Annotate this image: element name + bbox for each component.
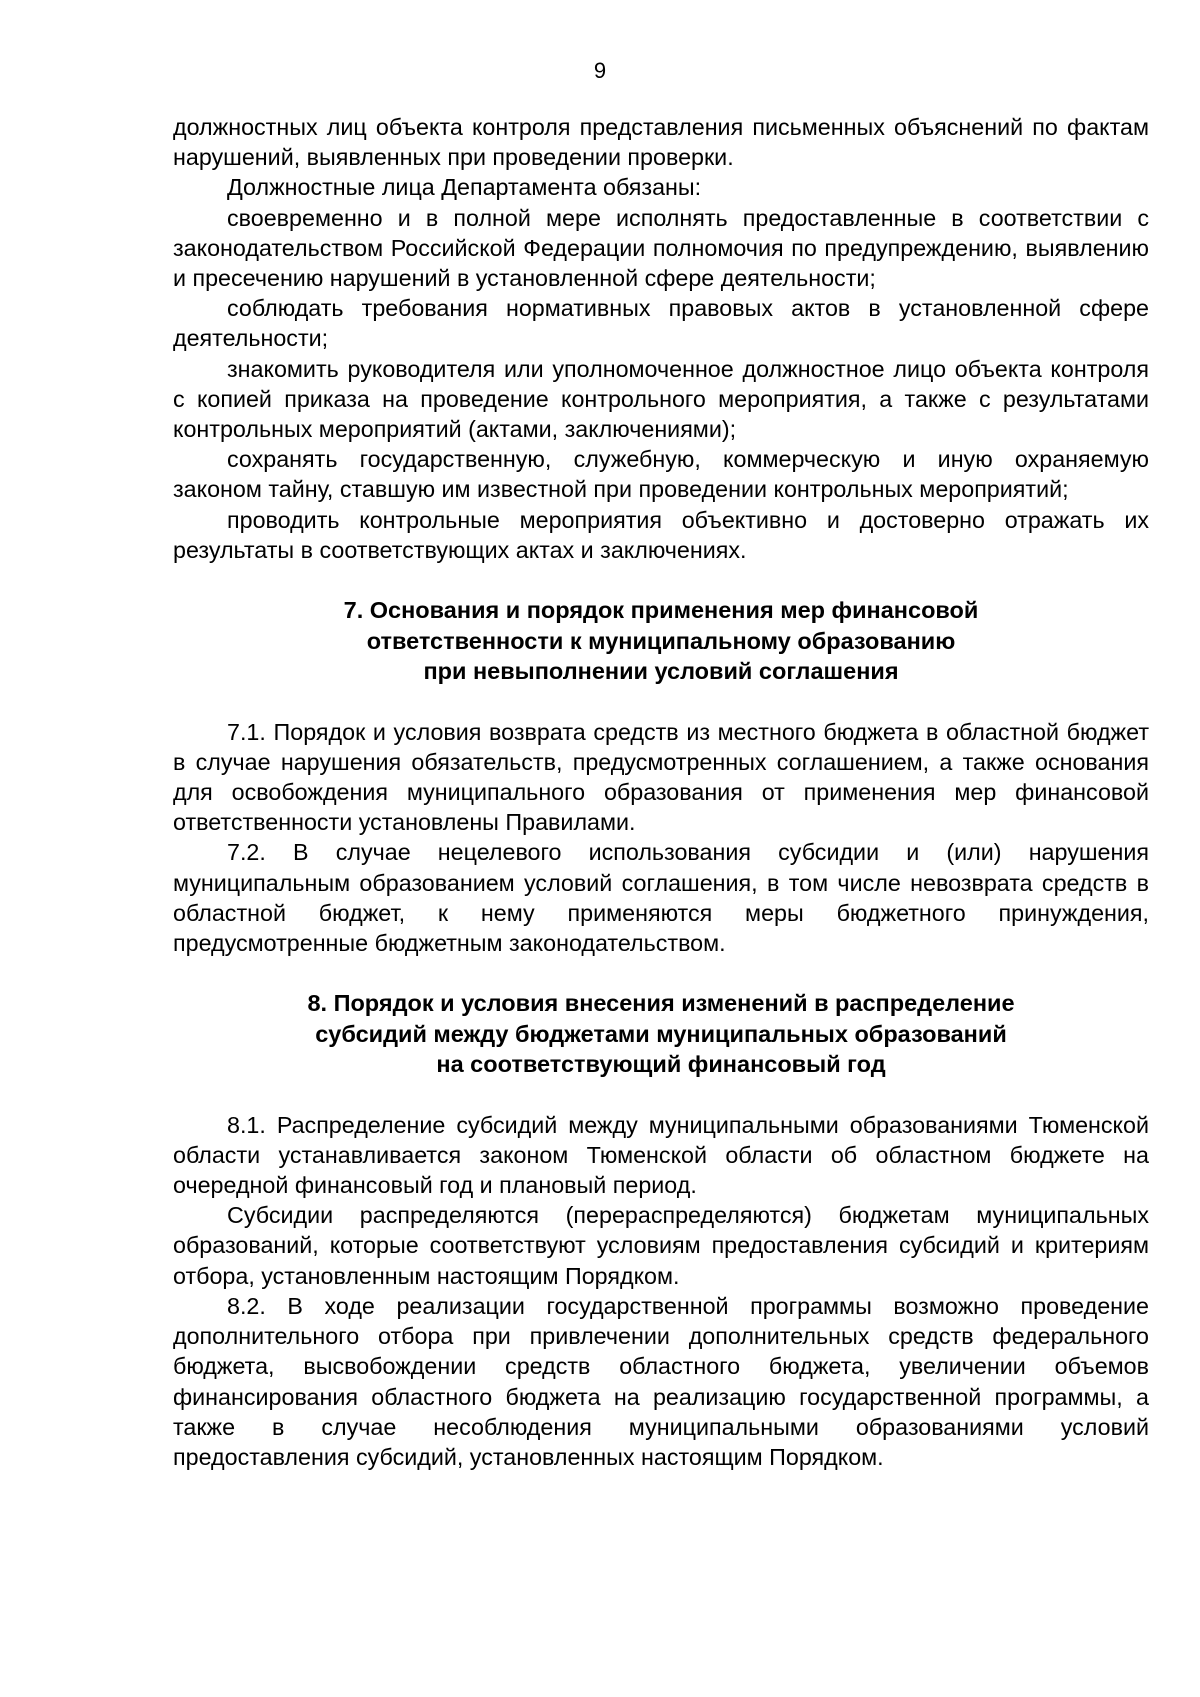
heading-line: при невыполнении условий соглашения	[423, 658, 899, 685]
heading-line: 8. Порядок и условия внесения изменений в распределение	[307, 990, 1015, 1017]
paragraph-7-1: 7.1. Порядок и условия возврата средств из местного бюджета в областной бюджет в случае нарушения обязательств, предусмотренных соглашением, а также основания для освобождения муниципального образования от применения мер финансовой ответственности установлены Правилами.	[173, 718, 1149, 836]
paragraph-duties-intro: Должностные лица Департамента обязаны:	[227, 174, 702, 201]
paragraph-duty-5: проводить контрольные мероприятия объективно и достоверно отражать их результаты в соответствующих актах и заключениях.	[173, 506, 1149, 563]
paragraph-8-1-subsidies: Субсидии распределяются (перераспределяются) бюджетам муниципальных образований, которые соответствуют условиям предоставления субсидий и критериям отбора, установленным настоящим Порядком.	[173, 1202, 1149, 1289]
heading-line: 7. Основания и порядок применения мер финансовой	[343, 597, 979, 624]
paragraph-duty-3: знакомить руководителя или уполномоченное должностное лицо объекта контроля с копией приказа на проведение контрольного мероприятия, а также с результатами контрольных мероприятий (актами, заключениями);	[173, 355, 1149, 443]
heading-line: ответственности к муниципальному образованию	[366, 627, 956, 654]
heading-line: субсидий между бюджетами муниципальных образований	[315, 1020, 1007, 1047]
paragraph-8-2: 8.2. В ходе реализации государственной программы возможно проведение дополнительного отбора при привлечении дополнительных средств федерального бюджета, высвобождении средств областного бюджета, увеличении объемов финансирования областного бюджета на реализацию государственной программы, а также в случае несоблюдения муниципальными образованиями условий предоставления субсидий, установленных настоящим Порядком.	[173, 1292, 1149, 1470]
paragraph-duty-1: своевременно и в полной мере исполнять предоставленные в соответствии с законодательством Российской Федерации полномочия по предупреждению, выявлению и пресечению нарушений в установленной сфере деятельности;	[173, 204, 1149, 292]
paragraph-duty-2: соблюдать требования нормативных правовых актов в установленной сфере деятельности;	[173, 295, 1149, 352]
paragraph-7-2: 7.2. В случае нецелевого использования субсидии и (или) нарушения муниципальным образованием условий соглашения, в том числе невозврата средств в областной бюджет, к нему применяются меры бюджетного принуждения, предусмотренные бюджетным законодательством.	[173, 839, 1149, 956]
heading-line: на соответствующий финансовый год	[436, 1051, 886, 1078]
paragraph-duty-4: сохранять государственную, служебную, коммерческую и иную охраняемую законом тайну, ставшую им известной при проведении контрольных мероприятий;	[173, 446, 1149, 503]
section-8-heading	[173, 988, 1149, 1080]
paragraph-continuation: должностных лиц объекта контроля представления письменных объяснений по фактам нарушений, выявленных при проведении проверки.	[173, 114, 1149, 171]
page-content	[173, 112, 1149, 1472]
paragraph-8-1: 8.1. Распределение субсидий между муниципальными образованиями Тюменской области устанавливается законом Тюменской области об областном бюджете на очередной финансовый год и плановый период.	[173, 1111, 1149, 1199]
page-number: 9	[593, 58, 607, 83]
section-7-heading	[173, 595, 1149, 687]
